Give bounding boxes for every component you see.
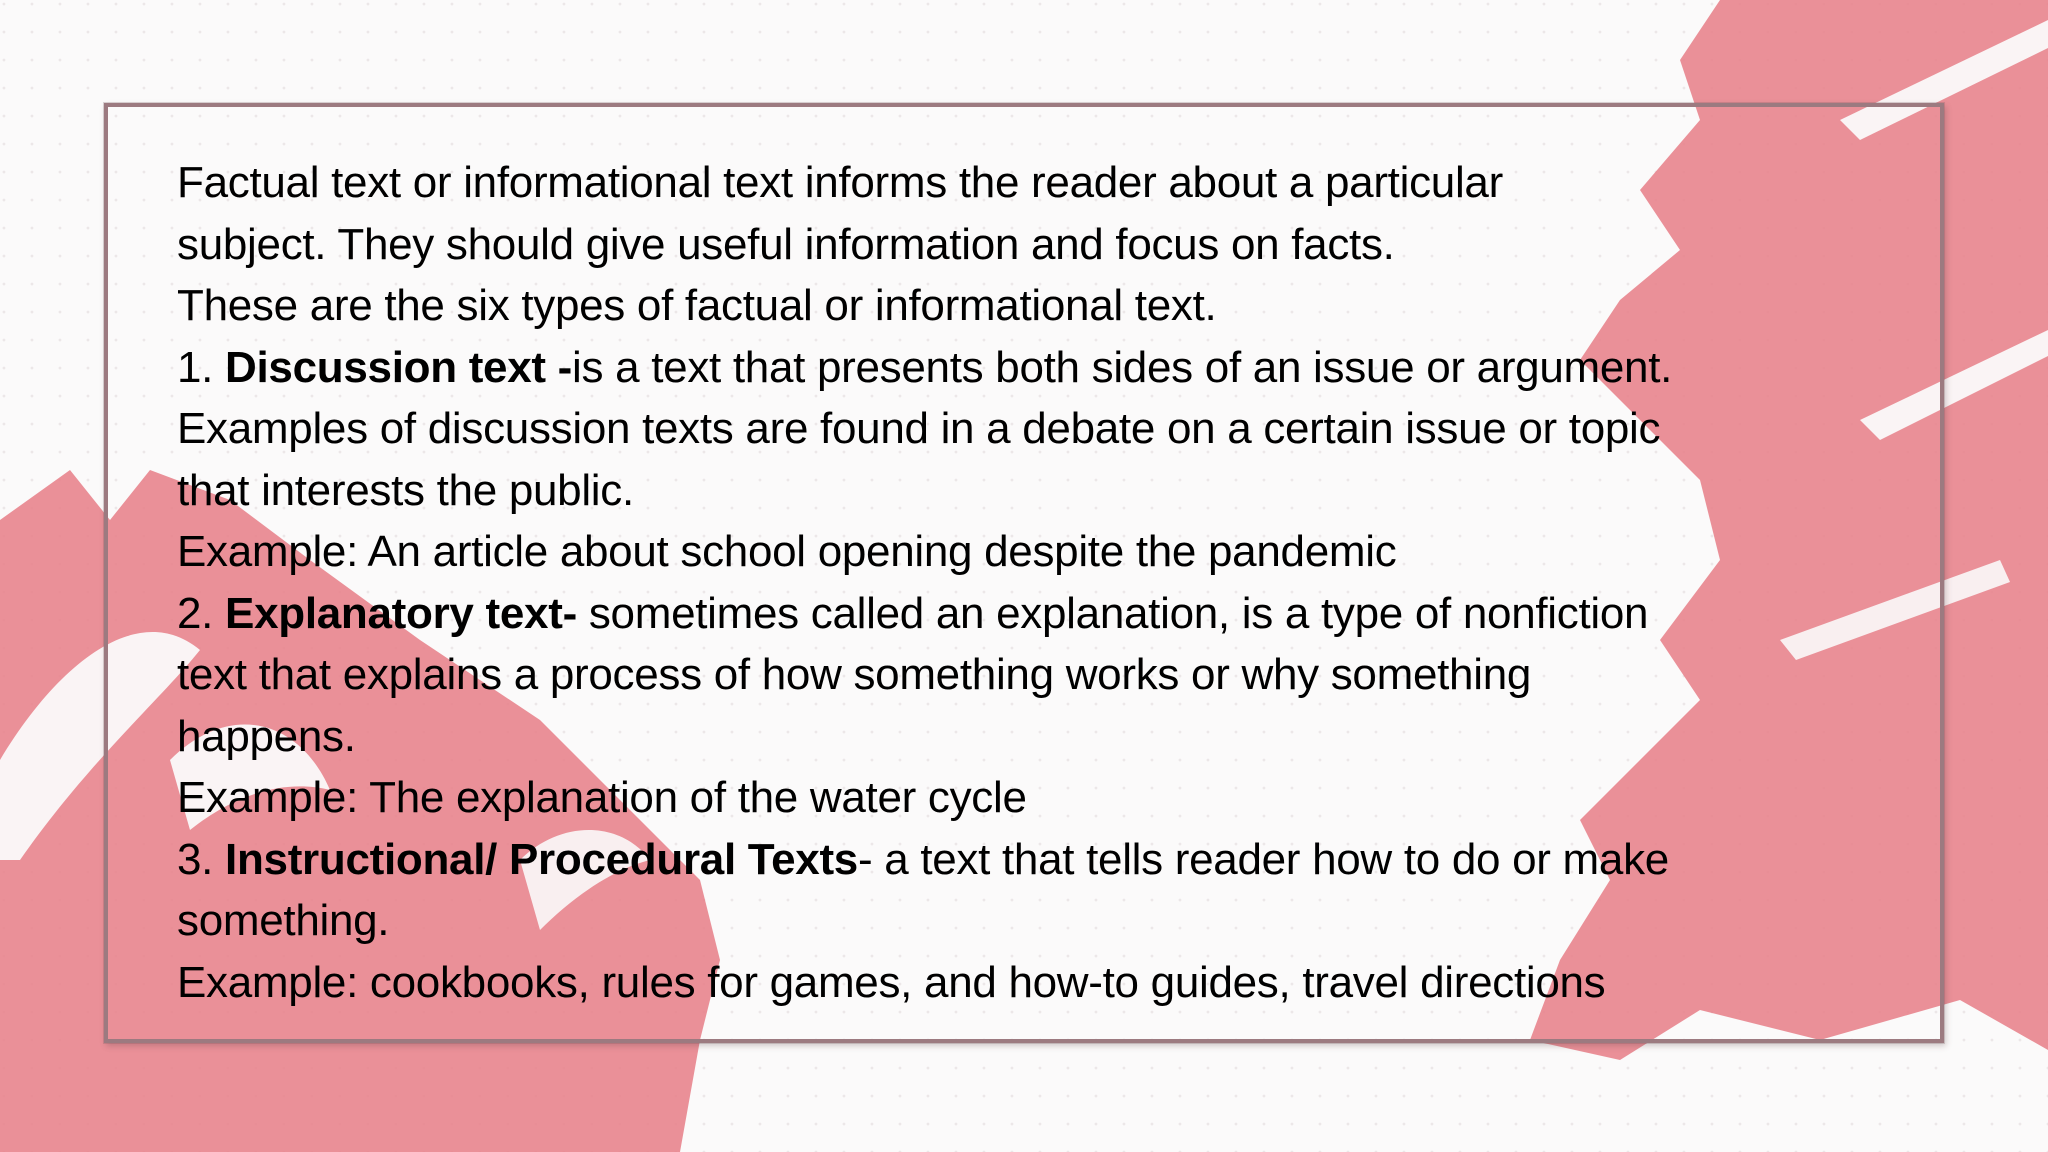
list-item-explanatory-text <box>177 583 1877 645</box>
text-line: Factual text or informational text informs the reader about a particular <box>177 158 1503 207</box>
list-item-procedural-texts <box>177 829 1877 891</box>
slide-body-text <box>177 152 1877 1013</box>
item-number: 1. <box>177 342 226 392</box>
example-line: Example: The explanation of the water cycle <box>177 773 1027 822</box>
text-line: Examples of discussion texts are found in a debate on a certain issue or topic <box>177 404 1661 453</box>
text-line: that interests the public. <box>177 465 634 515</box>
item-definition: - a text that tells reader how to do or make <box>857 834 1669 884</box>
item-term: Instructional/ Procedural Texts <box>225 834 858 884</box>
item-term: Discussion text - <box>225 342 573 392</box>
item-number: 3. <box>177 834 226 884</box>
example-line: Example: cookbooks, rules for games, and how-to guides, travel directions <box>177 957 1606 1007</box>
item-definition: is a text that presents both sides of an issue or argument. <box>572 342 1673 392</box>
list-item-discussion-text <box>177 337 1877 399</box>
item-definition: sometimes called an explanation, is a type of nonfiction <box>576 588 1649 638</box>
text-line: something. <box>177 896 390 945</box>
item-term: Explanatory text- <box>225 588 577 638</box>
example-line: Example: An article about school opening despite the pandemic <box>177 527 1397 576</box>
text-line: text that explains a process of how something works or why something <box>177 650 1532 699</box>
text-line: happens. <box>177 711 356 761</box>
text-line: These are the six types of factual or informational text. <box>177 281 1217 330</box>
item-number: 2. <box>177 588 226 638</box>
text-line: subject. They should give useful information and focus on facts. <box>177 219 1395 269</box>
